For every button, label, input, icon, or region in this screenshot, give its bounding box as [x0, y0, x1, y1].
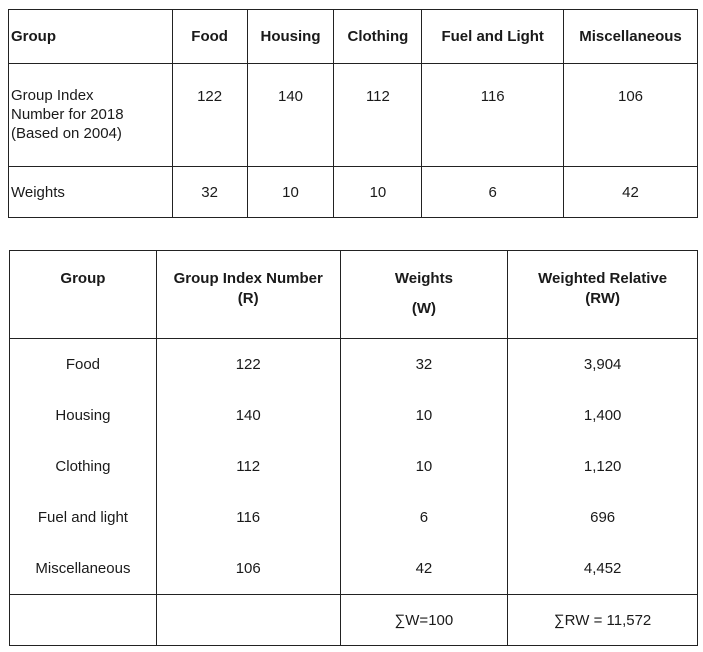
weights-total: ∑W=100 — [340, 595, 508, 646]
table-cell: 696 — [508, 492, 698, 543]
table-cell: 10 — [247, 167, 334, 218]
header-line: (RW) — [585, 290, 620, 307]
table-cell: Housing — [10, 390, 157, 441]
table-cell: 122 — [172, 64, 247, 167]
table-row — [9, 64, 698, 167]
column-header — [340, 251, 508, 339]
table-cell: Fuel and light — [10, 492, 157, 543]
table-row — [10, 441, 698, 492]
column-header: Fuel and Light — [422, 10, 564, 64]
column-header — [10, 251, 157, 339]
table-cell: 32 — [340, 339, 508, 391]
total-row — [10, 595, 698, 646]
table-cell: 116 — [422, 64, 564, 167]
row-label: Weights — [9, 167, 173, 218]
table-cell: Clothing — [10, 441, 157, 492]
table-cell: 42 — [564, 167, 698, 218]
column-header: Group — [9, 10, 173, 64]
table-cell: 140 — [156, 390, 340, 441]
table-cell: 112 — [334, 64, 422, 167]
weighted-relative-total: ∑RW = 11,572 — [508, 595, 698, 646]
table-cell: 42 — [340, 543, 508, 595]
table-cell: 10 — [334, 167, 422, 218]
column-header: Miscellaneous — [564, 10, 698, 64]
table-cell: 10 — [340, 390, 508, 441]
column-header: Clothing — [334, 10, 422, 64]
table-cell: 112 — [156, 441, 340, 492]
table-cell: 116 — [156, 492, 340, 543]
header-line: Group — [60, 270, 106, 287]
table-cell: 140 — [247, 64, 334, 167]
table-row — [9, 167, 698, 218]
table-cell: 106 — [156, 543, 340, 595]
table-cell: 6 — [422, 167, 564, 218]
row-label-line: Number for 2018 — [11, 106, 124, 123]
header-line: Weights — [394, 270, 453, 287]
table-row — [10, 390, 698, 441]
table-cell: 106 — [564, 64, 698, 167]
group-weights-table — [8, 9, 698, 218]
table-cell: 1,400 — [508, 390, 698, 441]
table-cell — [10, 595, 157, 646]
table-cell: 32 — [172, 167, 247, 218]
row-label-line: (Based on 2004) — [11, 125, 122, 142]
column-header: Food — [172, 10, 247, 64]
table-cell: 6 — [340, 492, 508, 543]
table-row — [10, 492, 698, 543]
header-line: (R) — [237, 290, 259, 307]
table-header-row — [10, 251, 698, 339]
table-row — [10, 339, 698, 391]
table-cell: 4,452 — [508, 543, 698, 595]
header-line: (W) — [411, 300, 436, 317]
row-label — [9, 64, 173, 167]
column-header — [508, 251, 698, 339]
table-row — [10, 543, 698, 595]
table-cell — [156, 595, 340, 646]
header-line: Weighted Relative — [538, 270, 668, 287]
weighted-relative-table — [9, 250, 698, 646]
table-cell: 3,904 — [508, 339, 698, 391]
column-header — [156, 251, 340, 339]
row-label-line: Group Index — [11, 87, 94, 104]
table-cell: 10 — [340, 441, 508, 492]
table-cell: 122 — [156, 339, 340, 391]
table-cell: Miscellaneous — [10, 543, 157, 595]
column-header: Housing — [247, 10, 334, 64]
table-cell: Food — [10, 339, 157, 391]
header-line: Group Index Number — [173, 270, 323, 287]
table-header-row — [9, 10, 698, 64]
table-cell: 1,120 — [508, 441, 698, 492]
